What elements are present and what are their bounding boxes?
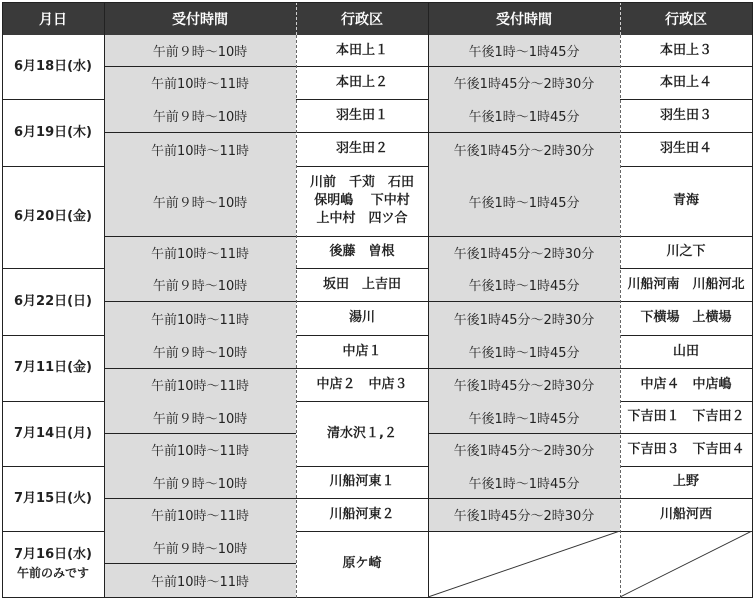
pm-reception-time-text: 午後1時45分～2時30分 [453,312,595,328]
diagonal-line [428,531,620,597]
am-ward [296,132,428,166]
am-ward [296,35,428,66]
row-divider [104,498,296,499]
pm-reception-time-text: 午後1時～1時45分 [468,195,580,211]
row-divider [104,433,296,434]
am-reception-time [104,99,296,132]
am-ward [296,99,428,132]
row-divider [2,2,753,3]
am-ward [296,301,428,335]
date-cell-text: 7月15日(火) [13,490,93,506]
column-divider [752,2,753,598]
pm-reception-time [428,99,620,132]
column-divider [2,2,3,598]
pm-reception-time [428,466,620,498]
am-ward-text: 湯川 [348,310,375,325]
pm-reception-time-text: 午後1時～1時45分 [468,279,580,294]
pm-ward [620,335,752,368]
am-reception-time [104,531,296,563]
am-ward-text: 川前 千苅 石田 [309,175,414,190]
am-reception-time [104,35,296,66]
am-reception-time-text: 午前９時～10時 [152,346,248,361]
date-cell [2,531,104,597]
pm-ward [620,301,752,335]
row-divider [296,132,428,133]
am-ward [296,368,428,401]
am-ward-text: 中店２ 中店３ [316,376,408,392]
header-divider [620,2,621,35]
date-cell-text: 7月11日(金) [13,360,93,375]
header-divider [296,2,297,35]
am-ward [296,268,428,301]
am-reception-time [104,236,296,268]
pm-ward-text: 本田上４ [659,74,712,90]
date-cell [2,268,104,335]
date-cell [2,99,104,166]
diagonal-line [620,531,752,597]
am-ward-text: 羽生田１ [335,107,388,123]
pm-reception-time [428,236,620,268]
pm-reception-time [428,401,620,433]
date-cell-text: 7月14日(月) [13,425,93,441]
am-ward-text: 本田上１ [335,42,388,58]
header-reception-time-am-text: 受付時間 [172,11,228,28]
am-reception-time [104,132,296,166]
am-reception-time-text: 午前10時～11時 [150,379,250,394]
am-reception-time [104,466,296,498]
am-reception-time-text: 午前９時～10時 [152,541,248,557]
am-ward [296,335,428,368]
am-ward-text: 中店１ [342,343,382,359]
am-ward-text: 後藤 曽根 [329,244,395,259]
pm-reception-time [428,66,620,99]
pm-ward-text: 川船河西 [659,506,712,522]
pm-ward-text: 羽生田３ [659,107,712,123]
pm-reception-time-text: 午後1時45分～2時30分 [453,143,595,159]
am-reception-time-text: 午前10時～11時 [150,509,250,524]
row-divider [620,66,753,67]
am-reception-time-text: 午前10時～11時 [150,444,250,459]
column-divider [104,2,105,598]
pm-ward-text: 羽生田４ [659,141,712,156]
am-reception-time [104,268,296,301]
header-ward-pm-text: 行政区 [665,11,707,28]
row-divider [104,368,296,369]
am-ward-merged-text: 清水沢１,２ [327,425,397,441]
am-reception-time [104,433,296,466]
pm-reception-time-text: 午後1時45分～2時30分 [453,509,595,524]
am-ward-text: 保明嶋 下中村 [314,193,410,208]
row-divider [296,66,428,67]
header-month-day [2,2,104,35]
am-reception-time-text: 午前10時～11時 [150,312,250,328]
date-cell [2,401,104,466]
am-reception-time [104,301,296,335]
am-reception-time [104,498,296,531]
column-divider [428,2,429,598]
pm-reception-time-text: 午後1時45分～2時30分 [453,444,595,459]
pm-reception-time-text: 午後1時45分～2時30分 [453,379,595,394]
pm-reception-time [428,433,620,466]
am-reception-time-text: 午前９時～10時 [152,45,248,60]
date-cell-text: 6月22日(日) [13,293,93,309]
pm-reception-time [428,301,620,335]
am-ward [296,166,428,236]
pm-reception-time-text: 午後1時45分～2時30分 [453,246,595,262]
pm-reception-time [428,335,620,368]
am-ward-merged [296,531,428,597]
am-reception-time-text: 午前９時～10時 [152,476,248,492]
pm-ward [620,401,752,433]
row-divider [428,132,620,133]
pm-reception-time [428,35,620,66]
pm-ward-text: 青海 [672,193,699,208]
row-divider [428,236,620,237]
date-cell-text: 7月16日(水) [13,547,93,562]
date-cell [2,35,104,99]
row-divider [620,301,753,302]
am-reception-time-text: 午前９時～10時 [152,195,248,211]
row-divider [296,368,428,369]
am-ward-merged [296,401,428,466]
morning-only-note: 午前のみです [16,566,89,580]
pm-reception-time [428,166,620,236]
pm-reception-time [428,268,620,301]
pm-reception-time-text: 午後1時～1時45分 [468,45,580,60]
empty-cell-slash [620,531,752,597]
pm-ward-text: 川之下 [666,244,706,259]
date-cell [2,466,104,531]
pm-ward-text: 下吉田３ 下吉田４ [627,441,745,457]
am-reception-time-text: 午前10時～11時 [150,574,250,590]
date-cell-text: 6月19日(木) [13,124,93,140]
column-divider [296,35,297,598]
am-reception-time-text: 午前10時～11時 [150,143,250,159]
pm-ward [620,132,752,166]
am-reception-time [104,563,296,597]
row-divider [104,66,296,67]
row-divider [620,132,753,133]
empty-cell-slash [428,531,620,597]
pm-reception-time [428,498,620,531]
row-divider [428,66,620,67]
row-divider [620,433,753,434]
date-cell-text: 6月20日(金) [13,209,93,224]
am-ward-merged-text: 原ケ崎 [342,556,382,571]
column-divider [620,35,621,598]
date-cell [2,335,104,401]
date-cell-text: 6月18日(水) [13,59,93,74]
pm-reception-time [428,132,620,166]
pm-reception-time-text: 午後1時～1時45分 [468,346,580,361]
am-reception-time [104,368,296,401]
pm-reception-time-text: 午後1時～1時45分 [468,411,580,427]
am-reception-time-text: 午前９時～10時 [152,411,248,427]
am-reception-time [104,66,296,99]
row-divider [104,132,296,133]
row-divider [296,301,428,302]
header-reception-time-pm [428,2,620,35]
header-month-day-text: 月日 [39,11,67,28]
row-divider [620,498,753,499]
row-divider [104,563,296,564]
am-ward-text: 上中村 四ツ合 [316,211,408,226]
row-divider [2,597,753,598]
am-ward-text: 川船河東１ [329,474,395,489]
am-ward-text: 川船河東２ [329,506,395,522]
date-cell [2,166,104,268]
pm-ward [620,433,752,466]
am-reception-time [104,335,296,368]
am-ward-text: 本田上２ [335,74,388,90]
am-ward [296,66,428,99]
am-reception-time [104,401,296,433]
am-reception-time-text: 午前10時～11時 [150,246,250,262]
am-ward-text: 羽生田２ [335,141,388,156]
row-divider [296,498,428,499]
header-reception-time-am [104,2,296,35]
row-divider [428,498,620,499]
am-reception-time [104,166,296,236]
header-reception-time-pm-text: 受付時間 [496,11,552,28]
am-ward [296,236,428,268]
pm-ward-text: 中店４ 中店嶋 [640,376,732,392]
pm-ward [620,236,752,268]
pm-ward [620,498,752,531]
row-divider [620,236,753,237]
am-reception-time-text: 午前９時～10時 [152,110,248,125]
row-divider [104,301,296,302]
pm-reception-time [428,368,620,401]
row-divider [620,368,753,369]
pm-reception-time-text: 午後1時～1時45分 [468,110,580,125]
row-divider [428,433,620,434]
pm-reception-time-text: 午後1時～1時45分 [468,476,580,492]
pm-ward [620,368,752,401]
am-ward-text: 坂田 上吉田 [322,276,401,292]
pm-ward-text: 山田 [672,343,699,359]
pm-ward [620,99,752,132]
pm-ward-text: 下横場 上横場 [640,310,732,325]
row-divider [428,368,620,369]
header-ward-pm [620,2,752,35]
pm-ward [620,66,752,99]
pm-ward [620,35,752,66]
am-ward [296,498,428,531]
header-ward-am [296,2,428,35]
pm-ward [620,268,752,301]
pm-ward-text: 本田上３ [659,42,712,58]
header-ward-am-text: 行政区 [341,11,383,28]
am-reception-time-text: 午前10時～11時 [150,77,250,92]
am-reception-time-text: 午前９時～10時 [152,279,248,294]
pm-ward-text: 下吉田１ 下吉田２ [627,409,745,424]
pm-reception-time-text: 午後1時45分～2時30分 [453,77,595,92]
row-divider [428,301,620,302]
pm-ward [620,166,752,236]
pm-ward-text: 上野 [672,474,699,489]
pm-ward-text: 川船河南 川船河北 [627,276,745,292]
am-ward [296,466,428,498]
row-divider [104,236,296,237]
pm-ward [620,466,752,498]
row-divider [296,236,428,237]
